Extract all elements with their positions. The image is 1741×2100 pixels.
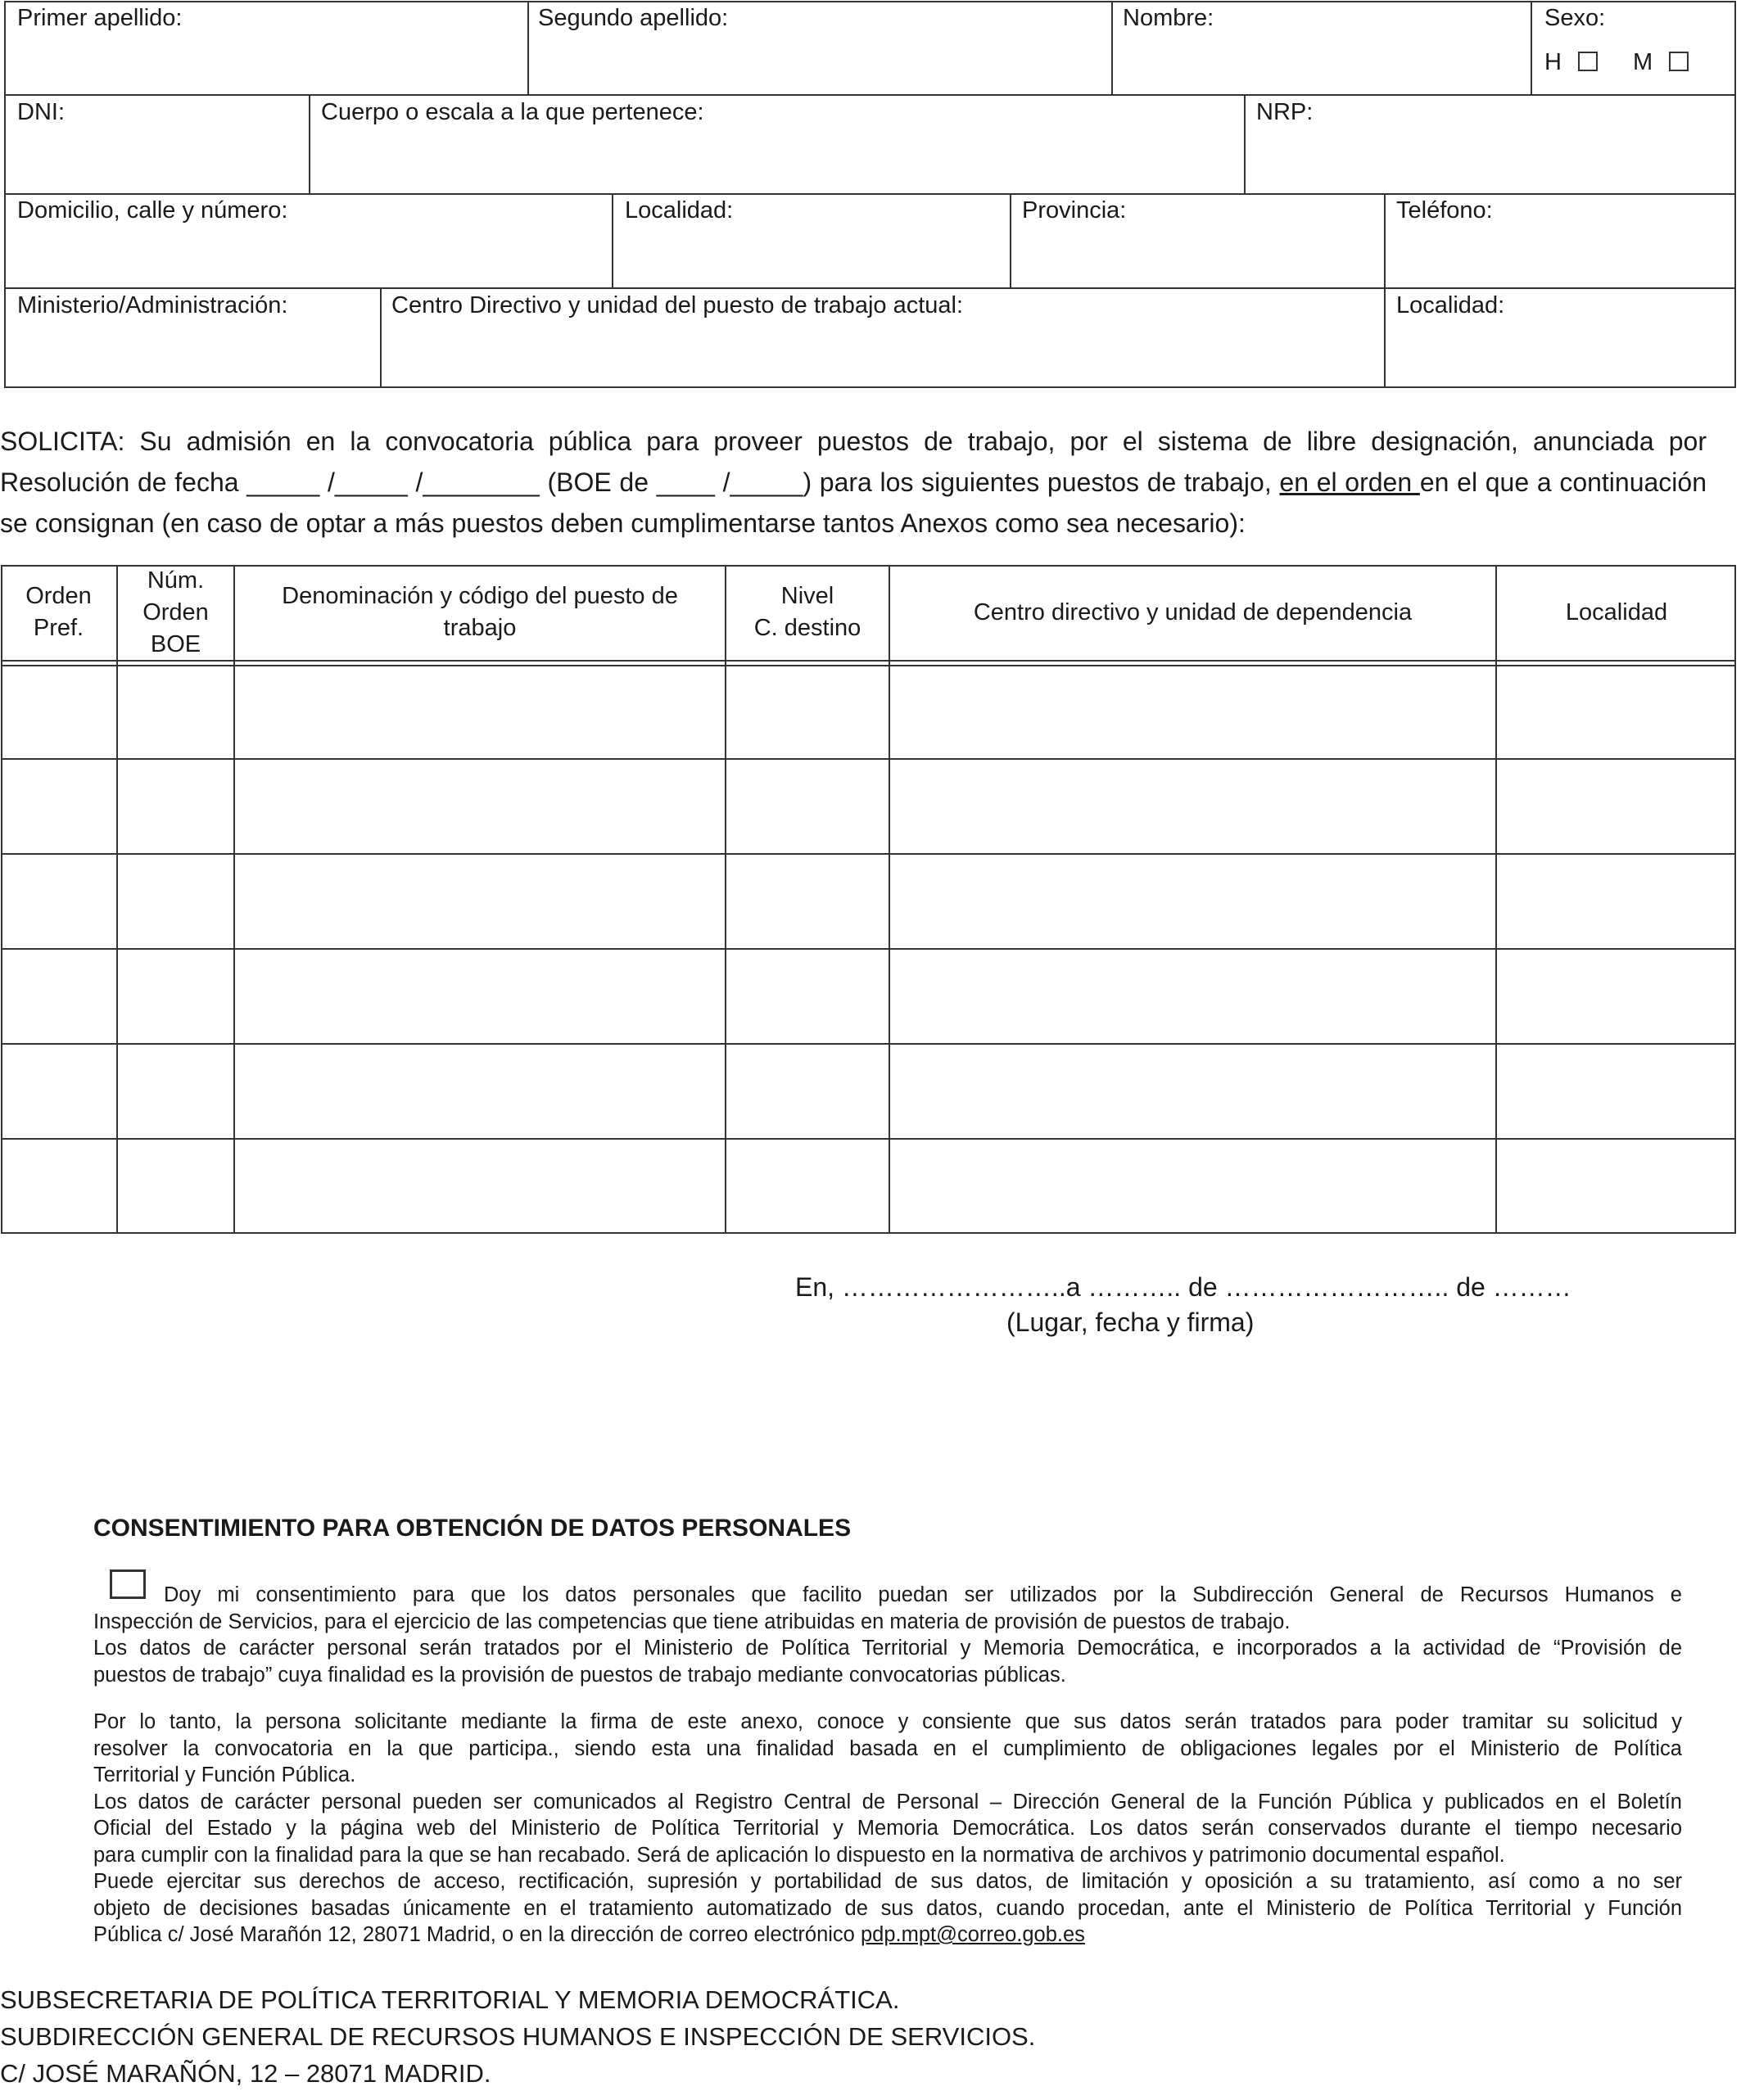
header-nivel — [726, 565, 889, 660]
col-divider — [1384, 193, 1386, 288]
consent-line: puestos de trabajo” cuya finalidad es la provisión de puestos de trabajo mediante convocatorias públicas. — [93, 1663, 1066, 1687]
signature-line: En, ……………………..a ……….. de …………………….. de ……… — [795, 1272, 1571, 1302]
nrp-label: NRP: — [1256, 99, 1314, 125]
segundo-apellido-label: Segundo apellido: — [538, 5, 729, 31]
consent-line: resolver la convocatoria en la que participa., siendo esta una finalidad basada en el cumplimiento de obligaciones legales por el Ministerio de Política — [93, 1736, 1682, 1760]
sexo-label: Sexo: — [1544, 5, 1606, 31]
header-num-orden-boe — [118, 565, 233, 660]
consent-text: Pública c/ José Marañón 12, 28071 Madrid, o en la dirección de correo electrónico — [93, 1923, 861, 1946]
header-divider — [1, 660, 1736, 662]
header-text: C. destino — [753, 615, 861, 641]
ministerio-label: Ministerio/Administración: — [17, 292, 288, 318]
col-divider — [527, 1, 529, 95]
header-text: trabajo — [443, 615, 517, 641]
header-text: Denominación y código del puesto de — [282, 583, 678, 609]
header-localidad — [1497, 565, 1736, 660]
solicita-underlined: en el orden — [1279, 467, 1420, 497]
consent-paragraph-2 — [93, 1709, 1682, 1949]
consent-line: Doy mi consentimiento para que los datos personales que facilito puedan ser utilizados por la Subdirección General de Recursos Humanos e — [164, 1583, 1682, 1606]
solicita-paragraph — [0, 421, 1707, 544]
domicilio-label: Domicilio, calle y número: — [17, 197, 288, 224]
solicita-line: SOLICITA: Su admisión en la convocatoria pública para proveer puestos de trabajo, por el sistema de libre designación, anunciada por — [0, 427, 1707, 456]
sexo-m-option[interactable] — [1633, 49, 1689, 76]
header-text: Nivel — [780, 583, 834, 609]
telefono-label: Teléfono: — [1396, 197, 1493, 224]
col-divider — [309, 94, 310, 194]
row-divider — [1, 1043, 1736, 1045]
signature-caption: (Lugar, fecha y firma) — [1006, 1307, 1255, 1337]
consent-line: Por lo tanto, la persona solicitante mediante la firma de este anexo, conoce y consiente que sus datos serán tratados para poder tramitar su solicitud y — [93, 1710, 1682, 1733]
footer-line-2: SUBDIRECCIÓN GENERAL DE RECURSOS HUMANOS E INSPECCIÓN DE SERVICIOS. — [0, 2022, 1036, 2051]
header-denominacion — [235, 565, 725, 660]
consent-line: Oficial del Estado y la página web del Ministerio de Política Territorial y Memoria Democrática. Los datos serán conservados durante el tiempo necesario — [93, 1817, 1682, 1840]
consent-line: Territorial y Función Pública. — [93, 1764, 356, 1786]
consent-line: Inspección de Servicios, para el ejercicio de las competencias que tiene atribuidas en materia de provisión de puestos de trabajo. — [93, 1610, 1291, 1633]
dni-label: DNI: — [17, 99, 65, 125]
header-orden-pref — [1, 565, 116, 660]
header-text: Localidad — [1565, 598, 1668, 625]
solicita-line — [0, 462, 1707, 503]
primer-apellido-label: Primer apellido: — [17, 5, 183, 31]
row-divider — [4, 287, 1736, 289]
col-divider — [1244, 94, 1246, 194]
consent-line: objeto de decisiones basadas únicamente en el tratamiento automatizado de sus datos, cuando procedan, ante el Ministerio de Política Territorial y Función — [93, 1896, 1682, 1920]
header-text: Orden — [25, 583, 92, 609]
footer-line-3: C/ JOSÉ MARAÑÓN, 12 – 28071 MADRID. — [0, 2059, 491, 2088]
col-divider — [1010, 193, 1011, 288]
sexo-h-checkbox[interactable] — [1578, 52, 1598, 71]
localidad-actual-label: Localidad: — [1396, 292, 1505, 318]
centro-directivo-label: Centro Directivo y unidad del puesto de trabajo actual: — [391, 292, 964, 318]
sexo-h-option[interactable] — [1544, 49, 1598, 76]
header-text: BOE — [150, 630, 201, 657]
nombre-label: Nombre: — [1123, 5, 1214, 31]
consent-line: para cumplir con la finalidad para la que se han recabado. Será de aplicación lo dispuesto en la normativa de archivos y patrimonio documental español. — [93, 1843, 1505, 1867]
consent-line — [93, 1922, 1682, 1949]
cuerpo-label: Cuerpo o escala a la que pertenece: — [321, 99, 704, 125]
col-divider — [380, 287, 382, 388]
header-text: Núm. — [147, 567, 205, 594]
col-divider — [1384, 287, 1386, 388]
header-text: Orden — [142, 598, 209, 625]
consent-line: Los datos de carácter personal serán tratados por el Ministerio de Política Territorial y Memoria Democrática, e incorporados a la actividad de “Provisión de — [93, 1637, 1682, 1660]
solicita-text: en el que a continuación — [1419, 467, 1707, 497]
header-text: Centro directivo y unidad de dependencia — [973, 598, 1413, 625]
consent-title: CONSENTIMIENTO PARA OBTENCIÓN DE DATOS PERSONALES — [93, 1515, 852, 1542]
solicita-line: se consignan (en caso de optar a más puestos deben cumplimentarse tantos Anexos como sea necesario): — [0, 508, 1246, 538]
consent-paragraph-1 — [93, 1582, 1682, 1688]
row-divider — [1, 758, 1736, 760]
sexo-m-checkbox[interactable] — [1669, 52, 1689, 71]
footer-line-1: SUBSECRETARIA DE POLÍTICA TERRITORIAL Y MEMORIA DEMOCRÁTICA. — [0, 1985, 900, 2014]
consent-line: Puede ejercitar sus derechos de acceso, rectificación, supresión y portabilidad de sus datos, de limitación y oposición a su tratamiento, así como a no ser — [93, 1870, 1682, 1893]
consent-line: Los datos de carácter personal pueden ser comunicados al Registro Central de Personal – Dirección General de la Función Pública y publicados en el Boletín — [93, 1790, 1682, 1813]
row-divider — [4, 94, 1736, 96]
solicita-text: Resolución de fecha _____ /_____ /________ (BOE de ____ /_____) para los siguientes puestos de trabajo, — [0, 467, 1280, 497]
provincia-label: Provincia: — [1022, 197, 1127, 224]
header-divider — [1, 665, 1736, 666]
localidad-label: Localidad: — [625, 197, 734, 224]
sexo-h-label: H — [1544, 49, 1562, 75]
row-divider — [1, 948, 1736, 950]
header-centro-directivo — [890, 565, 1495, 660]
row-divider — [1, 853, 1736, 855]
col-divider — [1111, 1, 1113, 95]
sexo-m-label: M — [1633, 49, 1653, 75]
header-text: Pref. — [33, 615, 84, 641]
col-divider — [1531, 1, 1532, 95]
row-divider — [4, 193, 1736, 195]
row-divider — [1, 1138, 1736, 1140]
email-link[interactable]: pdp.mpt@correo.gob.es — [860, 1923, 1085, 1946]
col-divider — [612, 193, 613, 288]
